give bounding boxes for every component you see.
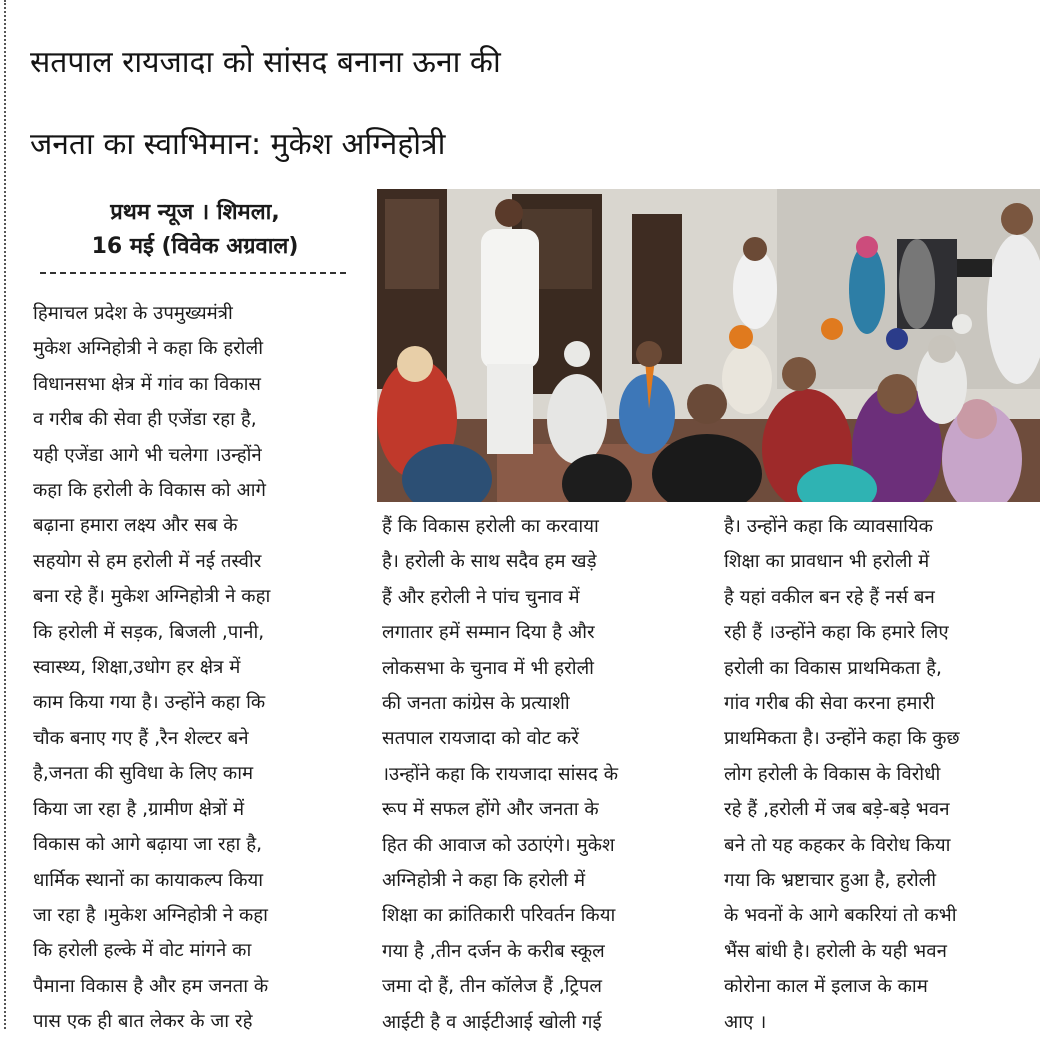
byline-line-1: प्रथम न्यूज । शिमला, (110, 200, 280, 225)
article-line: हैं और हरोली ने पांच चुनाव में (382, 586, 580, 608)
article-line: पास एक ही बात लेकर के जा रहे (33, 1011, 253, 1033)
article-line: मुकेश अग्निहोत्री ने कहा कि हरोली (33, 338, 264, 360)
article-line: गांव गरीब की सेवा करना हमारी (724, 693, 935, 715)
byline-divider (40, 272, 346, 274)
article-line: धार्मिक स्थानों का कायाकल्प किया (33, 869, 264, 891)
byline (30, 196, 360, 264)
article-line: किया जा रहा है ,ग्रामीण क्षेत्रों में (33, 798, 245, 820)
article-line: है,जनता की सुविधा के लिए काम (33, 763, 254, 785)
article-column-2 (382, 509, 696, 1040)
article-line: शिक्षा का क्रांतिकारी परिवर्तन किया (382, 905, 616, 927)
headline (30, 22, 1050, 186)
article-line: हरोली का विकास प्राथमिकता है, (724, 657, 942, 679)
article-line: लगातार हमें सम्मान दिया है और (382, 622, 595, 644)
article-line: बढ़ाना हमारा लक्ष्य और सब के (33, 515, 238, 537)
article-line: हिमाचल प्रदेश के उपमुख्यमंत्री (33, 303, 233, 324)
article-line: काम किया गया है। उन्होंने कहा कि (33, 692, 266, 714)
article-line: सतपाल रायजादा को वोट करें (382, 728, 579, 750)
photo-icon (377, 189, 1040, 502)
article-line: कोरोना काल में इलाज के काम (724, 976, 928, 998)
article-line: गया कि भ्रष्टाचार हुआ है, हरोली (724, 870, 937, 892)
headline-line-2: जनता का स्वाभिमान: मुकेश अग्निहोत्री (30, 127, 446, 162)
article-line: हित की आवाज को उठाएंगे। मुकेश (382, 834, 615, 856)
article-line: कि हरोली में सड़क, बिजली ,पानी, (33, 621, 265, 643)
article-line: सहयोग से हम हरोली में नई तस्वीर (33, 550, 262, 572)
article-line: आए । (724, 1011, 767, 1033)
article-line: बना रहे हैं। मुकेश अग्निहोत्री ने कहा (33, 586, 271, 608)
article-column-1 (33, 296, 353, 1040)
article-line: अग्निहोत्री ने कहा कि हरोली में (382, 870, 586, 892)
article-line: कि हरोली हल्के में वोट मांगने का (33, 940, 252, 962)
article-line: विधानसभा क्षेत्र में गांव का विकास (33, 373, 261, 395)
article-line: कहा कि हरोली के विकास को आगे (33, 480, 266, 502)
news-photo (377, 189, 1040, 502)
article-line: है यहां वकील बन रहे हैं नर्स बन (724, 586, 935, 608)
article-line: रूप में सफल होंगे और जनता के (382, 799, 599, 821)
headline-line-1: सतपाल रायजादा को सांसद बनाना ऊना की (30, 45, 501, 80)
article-line: भैंस बांधी है। हरोली के यही भवन (724, 940, 947, 962)
byline-line-2: 16 मई (विवेक अग्रवाल) (91, 234, 299, 259)
article-line: विकास को आगे बढ़ाया जा रहा है, (33, 834, 263, 856)
article-column-3 (724, 509, 1042, 1040)
article-line: है। हरोली के साथ सदैव हम खड़े (382, 551, 597, 573)
column-rule (4, 0, 6, 1029)
article-line: शिक्षा का प्रावधान भी हरोली में (724, 551, 930, 573)
article-line: रही हैं ।उन्होंने कहा कि हमारे लिए (724, 622, 949, 644)
article-line: जमा दो हैं, तीन कॉलेज हैं ,ट्रिपल (382, 976, 603, 998)
article-line: लोग हरोली के विकास के विरोधी (724, 763, 941, 785)
article-line: आईटी है व आईटीआई खोली गई (382, 1011, 602, 1033)
article-line: की जनता कांग्रेस के प्रत्याशी (382, 693, 570, 715)
article-line: बने तो यह कहकर के विरोध किया (724, 834, 951, 856)
article-line: जा रहा है ।मुकेश अग्निहोत्री ने कहा (33, 904, 268, 926)
article-line: चौक बनाए गए हैं ,रैन शेल्टर बने (33, 727, 249, 749)
article-line: प्राथमिकता है। उन्होंने कहा कि कुछ (724, 728, 960, 750)
article-line: रहे हैं ,हरोली में जब बड़े-बड़े भवन (724, 799, 950, 821)
article-line: के भवनों के आगे बकरियां तो कभी (724, 905, 957, 927)
article-line: ।उन्होंने कहा कि रायजादा सांसद के (382, 763, 619, 785)
article-line: स्वास्थ्य, शिक्षा,उधोग हर क्षेत्र में (33, 657, 241, 679)
article-line: पैमाना विकास है और हम जनता के (33, 975, 269, 997)
article-line: लोकसभा के चुनाव में भी हरोली (382, 657, 594, 679)
article-line: व गरीब की सेवा ही एजेंडा रहा है, (33, 409, 257, 431)
article-line: गया है ,तीन दर्जन के करीब स्कूल (382, 940, 605, 962)
article-line: हैं कि विकास हरोली का करवाया (382, 516, 599, 537)
article-line: यही एजेंडा आगे भी चलेगा ।उन्होंने (33, 444, 262, 466)
article-line: है। उन्होंने कहा कि व्यावसायिक (724, 516, 933, 537)
